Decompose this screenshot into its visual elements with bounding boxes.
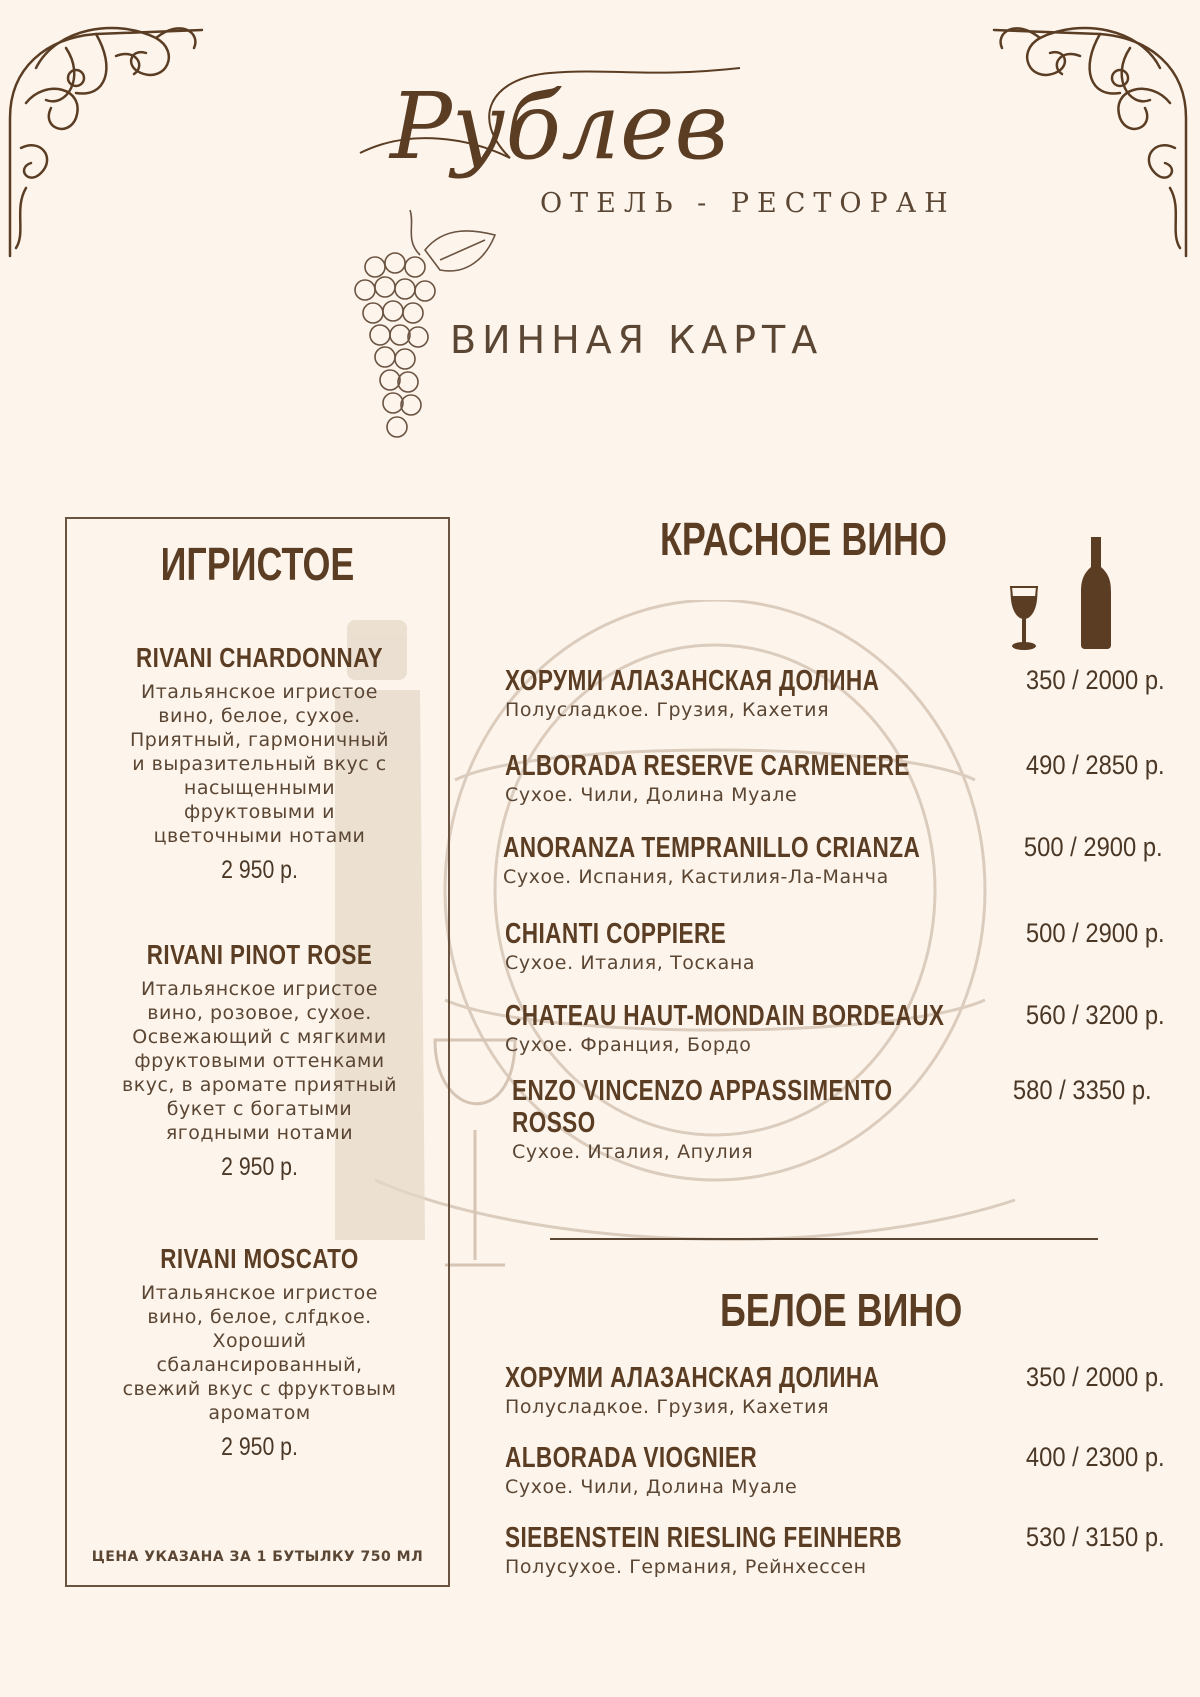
sparkling-section	[65, 517, 450, 1587]
wine-price: 530 / 3150 р.	[1026, 1522, 1165, 1552]
corner-ornament-left	[6, 8, 206, 258]
wine-name: ALBORADA VIOGNIER	[505, 1442, 758, 1474]
wine-origin: Сухое. Чили, Долина Муале	[505, 784, 798, 806]
sparkling-item-description: Итальянское игристое вино, розовое, сухое. Освежающий с мягкими фруктовыми оттенками вкус, в аромате приятный букет с богатыми ягодными нотами	[122, 978, 397, 1144]
sparkling-item-name: RIVANI PINOT ROSE	[146, 939, 373, 970]
sparkling-item-description: Итальянское игристое вино, белое, сухое. Приятный, гармоничный и выразительный вкус с насыщенными фруктовыми и цветочными нотами	[130, 681, 389, 847]
wine-price: 350 / 2000 р.	[1026, 1362, 1165, 1392]
wine-origin: Сухое. Италия, Тоскана	[505, 952, 756, 974]
wine-name: ANORANZA TEMPRANILLO CRIANZA	[503, 832, 921, 864]
wine-price: 500 / 2900 р.	[1024, 832, 1163, 862]
corner-ornament-right	[990, 8, 1190, 258]
sparkling-title: ИГРИСТОЕ	[160, 538, 355, 590]
wine-origin: Сухое. Чили, Долина Муале	[505, 1476, 798, 1498]
sparkling-item	[87, 939, 432, 1182]
wine-list-title: ВИННАЯ КАРТА	[450, 318, 824, 362]
price-note: ЦЕНА УКАЗАНА ЗА 1 БУТЫЛКУ 750 МЛ	[91, 1549, 424, 1565]
red-wine-item	[505, 750, 1165, 806]
sparkling-item-price: 2 950 р.	[221, 1433, 298, 1461]
wine-origin: Полусладкое. Грузия, Кахетия	[505, 1396, 830, 1418]
wine-name: CHIANTI COPPIERE	[505, 918, 727, 950]
wine-origin: Полусухое. Германия, Рейнхессен	[505, 1556, 867, 1578]
restaurant-logo	[350, 58, 770, 198]
wine-bottle-icon	[1080, 537, 1112, 649]
sparkling-item-name: RIVANI MOSCATO	[160, 1243, 359, 1274]
wine-price: 560 / 3200 р.	[1026, 1000, 1165, 1030]
sparkling-item-price: 2 950 р.	[221, 1153, 298, 1181]
sparkling-item-name: RIVANI CHARDONNAY	[136, 642, 383, 673]
wine-price: 400 / 2300 р.	[1026, 1442, 1165, 1472]
wine-name: ENZO VINCENZO APPASSIMENTO ROSSO	[512, 1075, 893, 1139]
red-wine-item	[512, 1075, 1152, 1163]
white-wine-title: БЕЛОЕ ВИНО	[720, 1284, 963, 1336]
red-wine-item	[505, 918, 1165, 974]
red-wine-title: КРАСНОЕ ВИНО	[660, 513, 947, 565]
hotel-restaurant-subtitle: ОТЕЛЬ - РЕСТОРАН	[540, 188, 956, 219]
wine-price: 580 / 3350 р.	[1013, 1075, 1152, 1105]
wine-name: CHATEAU HAUT-MONDAIN BORDEAUX	[505, 1000, 945, 1032]
white-wine-item	[505, 1522, 1165, 1578]
wine-origin: Сухое. Франция, Бордо	[505, 1034, 752, 1056]
red-wine-item	[505, 1000, 1165, 1056]
wine-price: 490 / 2850 р.	[1026, 750, 1165, 780]
section-divider	[550, 1238, 1098, 1240]
logo-text: Рублев	[390, 73, 728, 180]
sparkling-item	[87, 642, 432, 885]
wine-origin: Сухое. Италия, Апулия	[512, 1141, 754, 1163]
wine-price: 350 / 2000 р.	[1026, 665, 1165, 695]
wine-glass-icon	[1008, 585, 1040, 651]
wine-name: ALBORADA RESERVE CARMENERE	[505, 750, 910, 782]
sparkling-item	[87, 1243, 432, 1462]
white-wine-item	[505, 1442, 1165, 1498]
white-wine-item	[505, 1362, 1165, 1418]
wine-origin: Сухое. Испания, Кастилия-Ла-Манча	[503, 866, 889, 888]
red-wine-item	[503, 832, 1163, 888]
wine-origin: Полусладкое. Грузия, Кахетия	[505, 699, 830, 721]
wine-name: ХОРУМИ АЛАЗАНСКАЯ ДОЛИНА	[505, 1362, 880, 1394]
wine-name: ХОРУМИ АЛАЗАНСКАЯ ДОЛИНА	[505, 665, 880, 697]
wine-price: 500 / 2900 р.	[1026, 918, 1165, 948]
sparkling-item-price: 2 950 р.	[221, 856, 298, 884]
sparkling-item-description: Итальянское игристое вино, белое, слfдкое. Хороший сбалансированный, свежий вкус с фруктовым ароматом	[122, 1282, 397, 1424]
wine-name: SIEBENSTEIN RIESLING FEINHERB	[505, 1522, 903, 1554]
red-wine-item	[505, 665, 1165, 721]
